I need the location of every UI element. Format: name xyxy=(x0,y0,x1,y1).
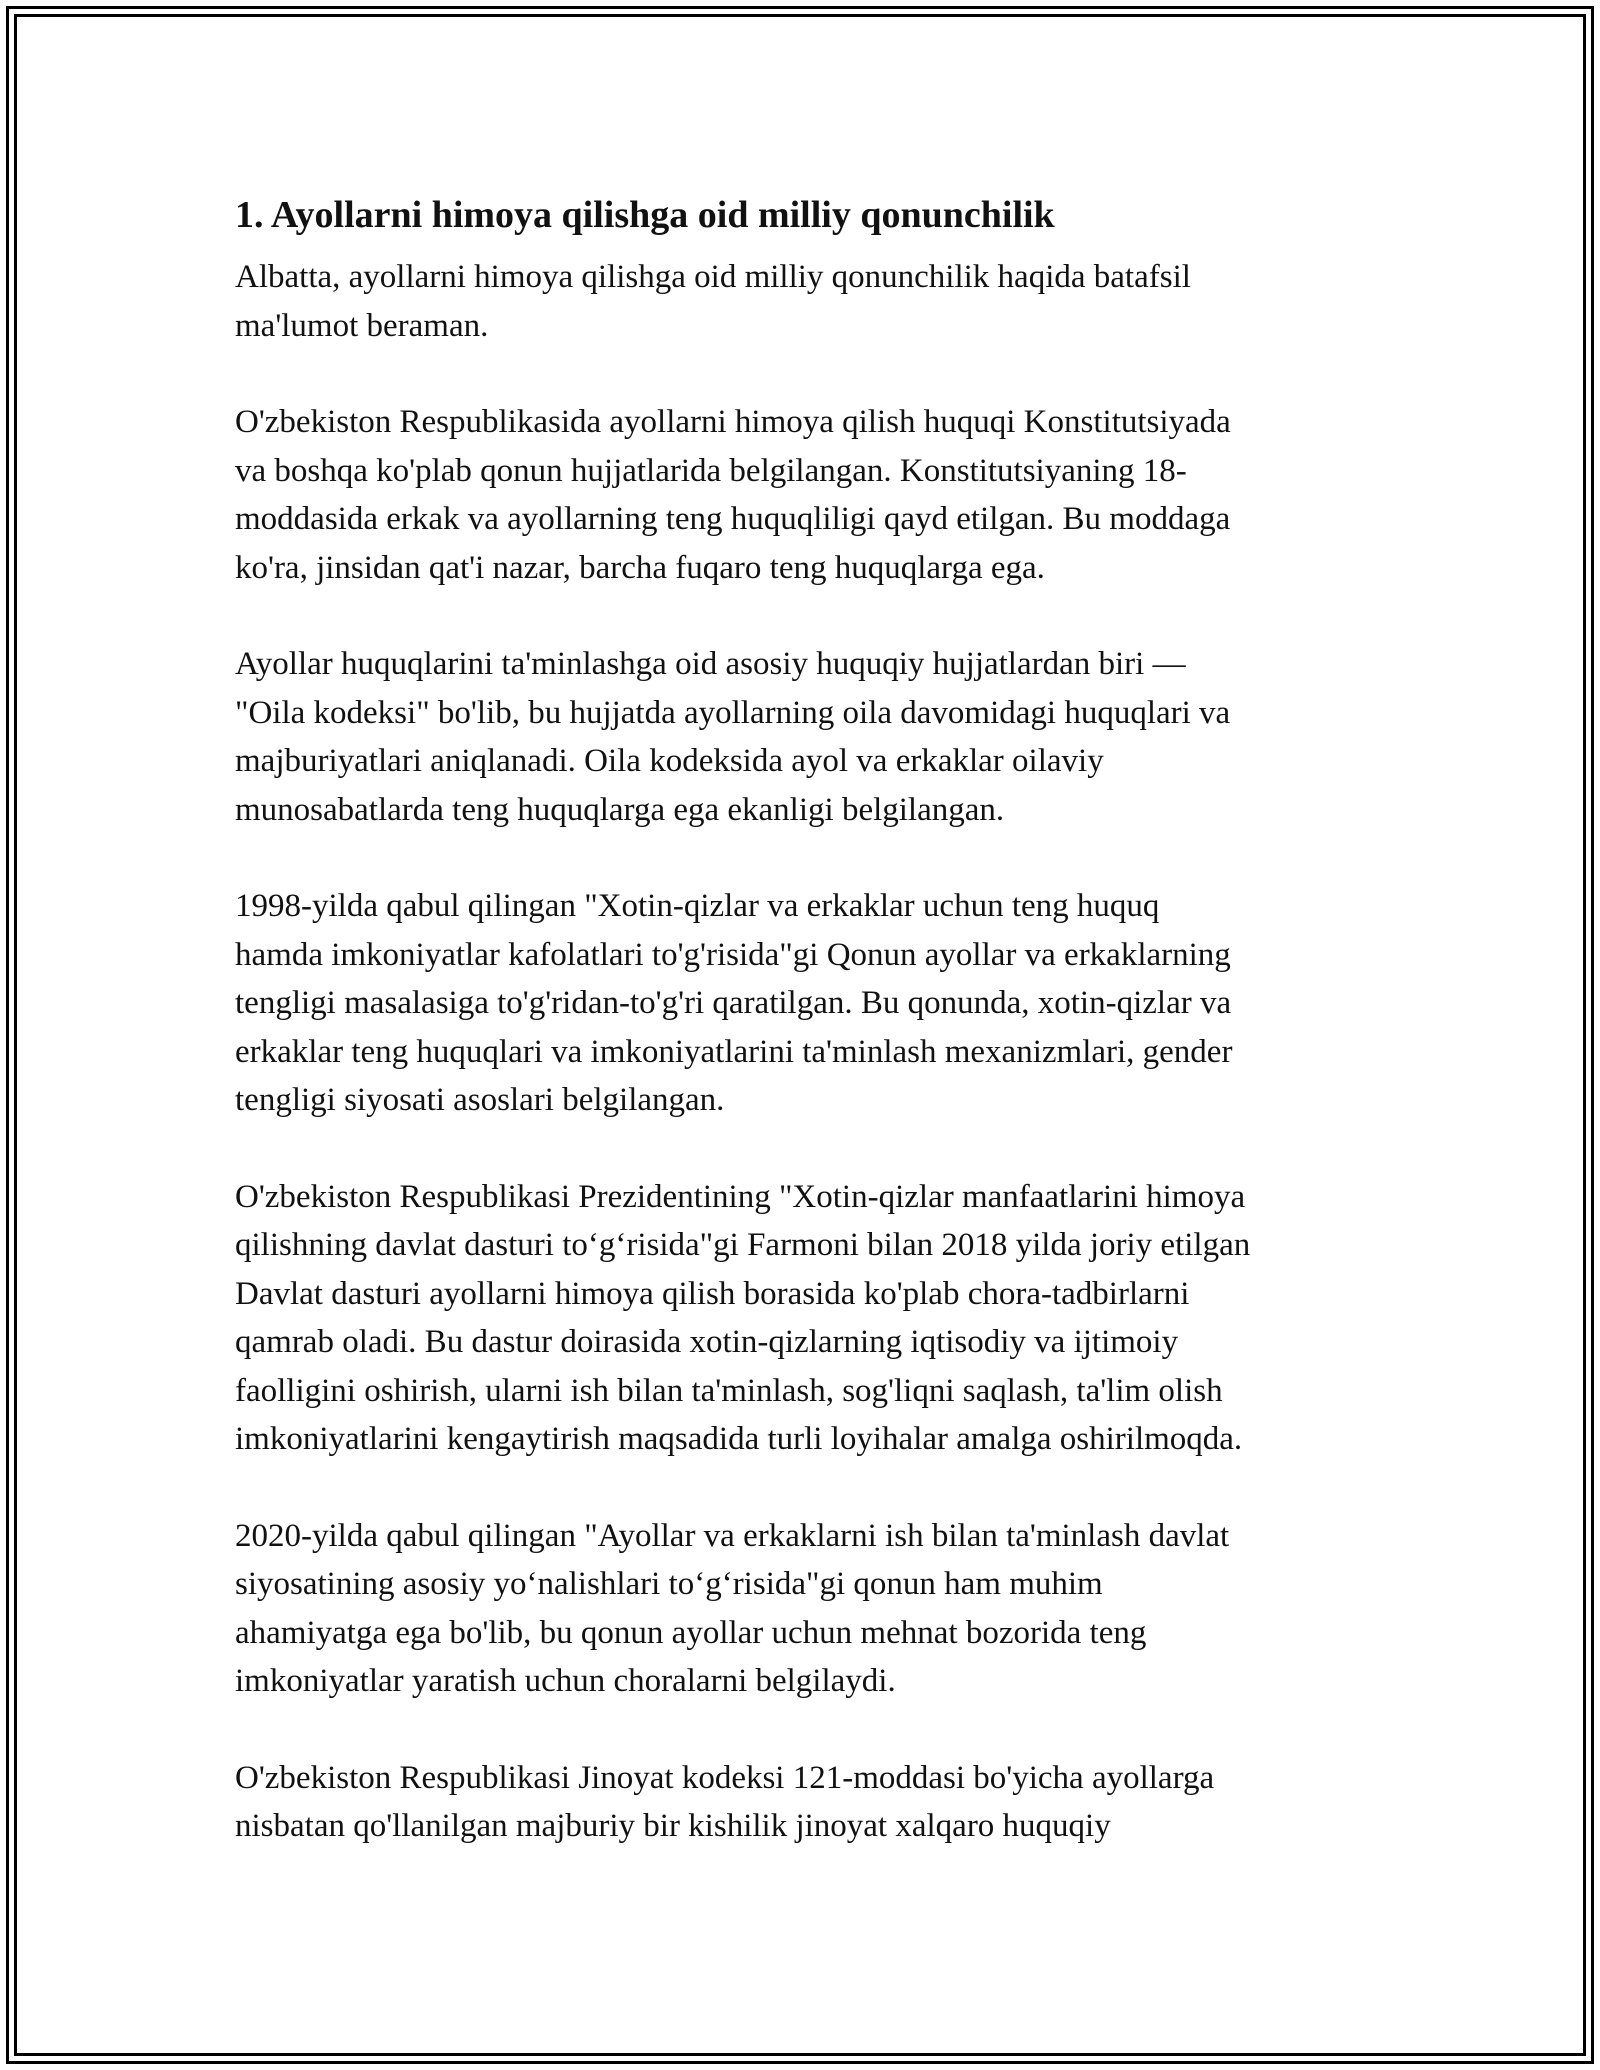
text-line: moddasida erkak va ayollarning teng huquqliligi qayd etilgan. Bu moddaga xyxy=(235,501,1231,537)
text-line: majburiyatlari aniqlanadi. Oila kodeksida ayol va erkaklar oilaviy xyxy=(235,743,1104,779)
text-line: ahamiyatga ega bo'lib, bu qonun ayollar uchun mehnat bozorida teng xyxy=(235,1614,1147,1651)
document-body xyxy=(235,183,1365,1899)
text-line: O'zbekiston Respublikasi Jinoyat kodeksi 121-moddasi bo'yicha ayollarga xyxy=(235,1759,1215,1796)
text-line: faolligini oshirish, ularni ish bilan ta'minlash, sog'liqni saqlash, ta'lim olish xyxy=(235,1372,1223,1409)
paragraph-2020-law xyxy=(235,1512,1365,1706)
text-line: 1998-yilda qabul qilingan "Xotin-qizlar va erkaklar uchun teng huquq xyxy=(235,888,1160,924)
text-line: "Oila kodeksi" bo'lib, bu hujjatda ayollarning oila davomidagi huquqlari va xyxy=(235,694,1231,731)
paragraph-1998-law xyxy=(235,882,1365,1125)
paragraph-criminal-code xyxy=(235,1754,1365,1851)
text-line: va boshqa ko'plab qonun hujjatlarida belgilangan. Konstitutsiyaning 18- xyxy=(235,452,1187,489)
text-line: qamrab oladi. Bu dastur doirasida xotin-qizlarning iqtisodiy va ijtimoiy xyxy=(235,1324,1179,1360)
text-line: qilishning davlat dasturi to‘g‘risida"gi Farmoni bilan 2018 yilda joriy etilgan xyxy=(235,1227,1251,1263)
paragraph-family-code xyxy=(235,640,1365,834)
text-line: nisbatan qo'llanilgan majburiy bir kishilik jinoyat xalqaro huquqiy xyxy=(235,1808,1111,1844)
text-line: munosabatlarda teng huquqlarga ega ekanligi belgilangan. xyxy=(235,791,1005,828)
paragraph-presidential-decree xyxy=(235,1173,1365,1464)
paragraph-constitution xyxy=(235,398,1365,592)
text-line: O'zbekiston Respublikasi Prezidentining "Xotin-qizlar manfaatlarini himoya xyxy=(235,1178,1246,1215)
text-line: tengligi siyosati asoslari belgilangan. xyxy=(235,1082,725,1118)
text-line: erkaklar teng huquqlari va imkoniyatlarini ta'minlash mexanizmlari, gender xyxy=(235,1033,1233,1070)
text-line: siyosatining asosiy yo‘nalishlari to‘g‘risida"gi qonun ham muhim xyxy=(235,1566,1103,1602)
text-line: hamda imkoniyatlar kafolatlari to'g'risida"gi Qonun ayollar va erkaklarning xyxy=(235,936,1231,973)
text-line: imkoniyatlar yaratish uchun choralarni belgilaydi. xyxy=(235,1663,896,1699)
section-heading: 1. Ayollarni himoya qilishga oid milliy qonunchilik xyxy=(235,194,1055,236)
text-line: O'zbekiston Respublikasida ayollarni himoya qilish huquqi Konstitutsiyada xyxy=(235,404,1231,440)
text-line: 2020-yilda qabul qilingan "Ayollar va erkaklarni ish bilan ta'minlash davlat xyxy=(235,1517,1230,1554)
paragraph-intro xyxy=(235,253,1365,350)
text-line: ko'ra, jinsidan qat'i nazar, barcha fuqaro teng huquqlarga ega. xyxy=(235,549,1045,586)
text-line: Albatta, ayollarni himoya qilishga oid milliy qonunchilik haqida batafsil xyxy=(235,259,1191,295)
text-line: tengligi masalasiga to'g'ridan-to'g'ri qaratilgan. Bu qonunda, xotin-qizlar va xyxy=(235,985,1232,1021)
text-line: imkoniyatlarini kengaytirish maqsadida turli loyihalar amalga oshirilmoqda. xyxy=(235,1421,1243,1457)
text-line: Davlat dasturi ayollarni himoya qilish borasida ko'plab chora-tadbirlarni xyxy=(235,1275,1190,1312)
text-line: Ayollar huquqlarini ta'minlashga oid asosiy huquqiy hujjatlardan biri — xyxy=(235,646,1186,682)
text-line: ma'lumot beraman. xyxy=(235,307,489,344)
